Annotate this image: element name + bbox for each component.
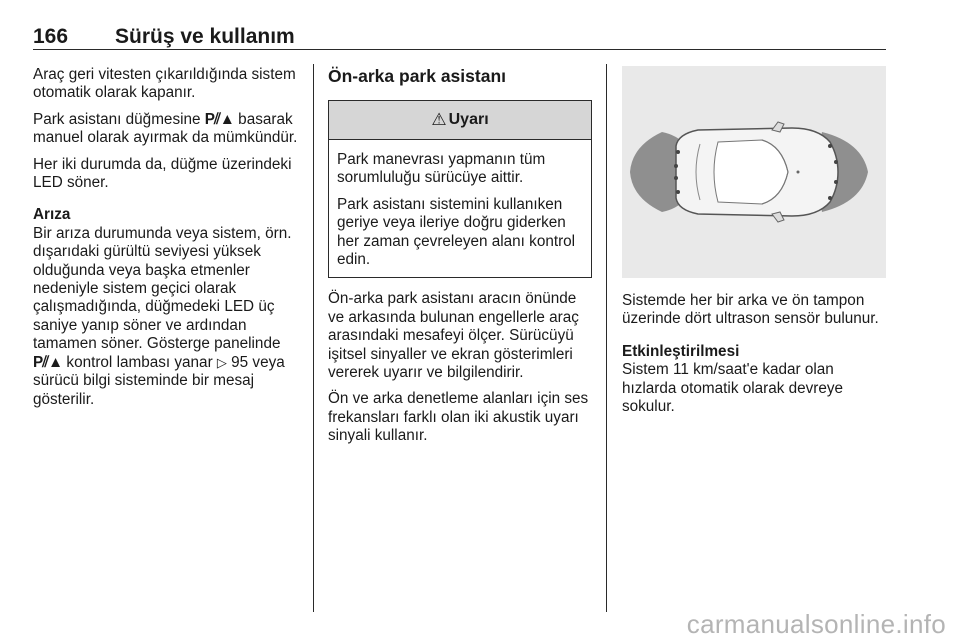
warning-box [328, 100, 592, 278]
left-column [33, 66, 299, 417]
paragraph: Sistemde her bir arka ve ön tampon üzerinde dört ultrason sensör bulunur. [622, 292, 879, 328]
section-title: Sürüş ve kullanım [115, 25, 295, 48]
middle-column [328, 66, 592, 454]
paragraph: Sistem 11 km/saat'e kadar olan hızlarda otomatik olarak devreye sokulur. [622, 361, 844, 416]
fault-heading: Arıza [33, 206, 71, 224]
watermark: carmanualsonline.info [686, 609, 946, 639]
paragraph: Park asistanı sistemini kullanıken geriye veya ileriye doğru giderken her zaman çevreleyen alanı kontrol edin. [337, 195, 576, 269]
warning-icon: ⚠ [431, 109, 447, 129]
page-number: 166 [33, 25, 69, 48]
sensor-dot [676, 150, 680, 154]
warning-label: Uyarı [448, 110, 489, 128]
column-divider [606, 64, 607, 612]
paragraph: Park manevrası yapmanın tüm sorumluluğu sürücüye aittir. [337, 151, 546, 187]
cross-reference-link[interactable]: 95 [226, 353, 249, 371]
sensor-dot [674, 164, 678, 168]
warning-body [329, 140, 591, 277]
header-rule [33, 49, 886, 50]
page-header [33, 25, 886, 49]
activation-heading: Etkinleştirilmesi [622, 342, 740, 360]
park-assist-symbol-icon: P⫽▲ [33, 353, 63, 371]
paragraph: Araç geri vitesten çıkarıldığında sistem otomatik olarak kapanır. [33, 66, 296, 102]
car-sensor-figure [622, 66, 886, 278]
cross-reference-arrow-icon: ▷ [216, 354, 227, 370]
column-divider [313, 64, 314, 612]
section-heading: Ön-arka park asistanı [328, 66, 506, 86]
sensor-dot [674, 176, 678, 180]
sensor-dot [676, 190, 680, 194]
paragraph: Her iki durumda da, düğme üzerindeki LED söner. [33, 155, 292, 192]
sensor-dot [828, 196, 832, 200]
warning-header [329, 101, 591, 140]
paragraph: Bir arıza durumunda veya sistem, örn. dışarıdaki gürültü seviyesi yüksek olduğunda veya başka etmenler nedeniyle sistem geçici olarak çalışmadığında, düğmedeki LED üç saniye yanıp söner ve ardından tamamen söner. Gösterge panelinde P⫽▲ kontrol lambası yanar ▷ 95 veya sürücü bilgi sisteminde bir mesaj gösterilir. [33, 224, 292, 408]
park-assist-symbol-icon: P⫽▲ [204, 110, 234, 128]
paragraph: Ön-arka park asistanı aracın önünde ve arkasında bulunan engellerle araç arasındaki mesafeyi ölçer. Sürücüyü işitsel sinyaller ve ekran gösterimleri vererek uyarır ve bilgilendirir. [328, 290, 579, 382]
sensor-dot [834, 160, 838, 164]
sensor-dot [834, 180, 838, 184]
paragraph: Park asistanı düğmesine P⫽▲ basarak manuel olarak ayırmak da mümkündür. [33, 110, 298, 147]
right-column [622, 292, 886, 424]
paragraph: Ön ve arka denetleme alanları için ses frekansları farklı olan iki akustik uyarı sinyali kullanır. [328, 390, 589, 445]
sensor-dot [828, 144, 832, 148]
car-top-view-icon [622, 66, 886, 278]
